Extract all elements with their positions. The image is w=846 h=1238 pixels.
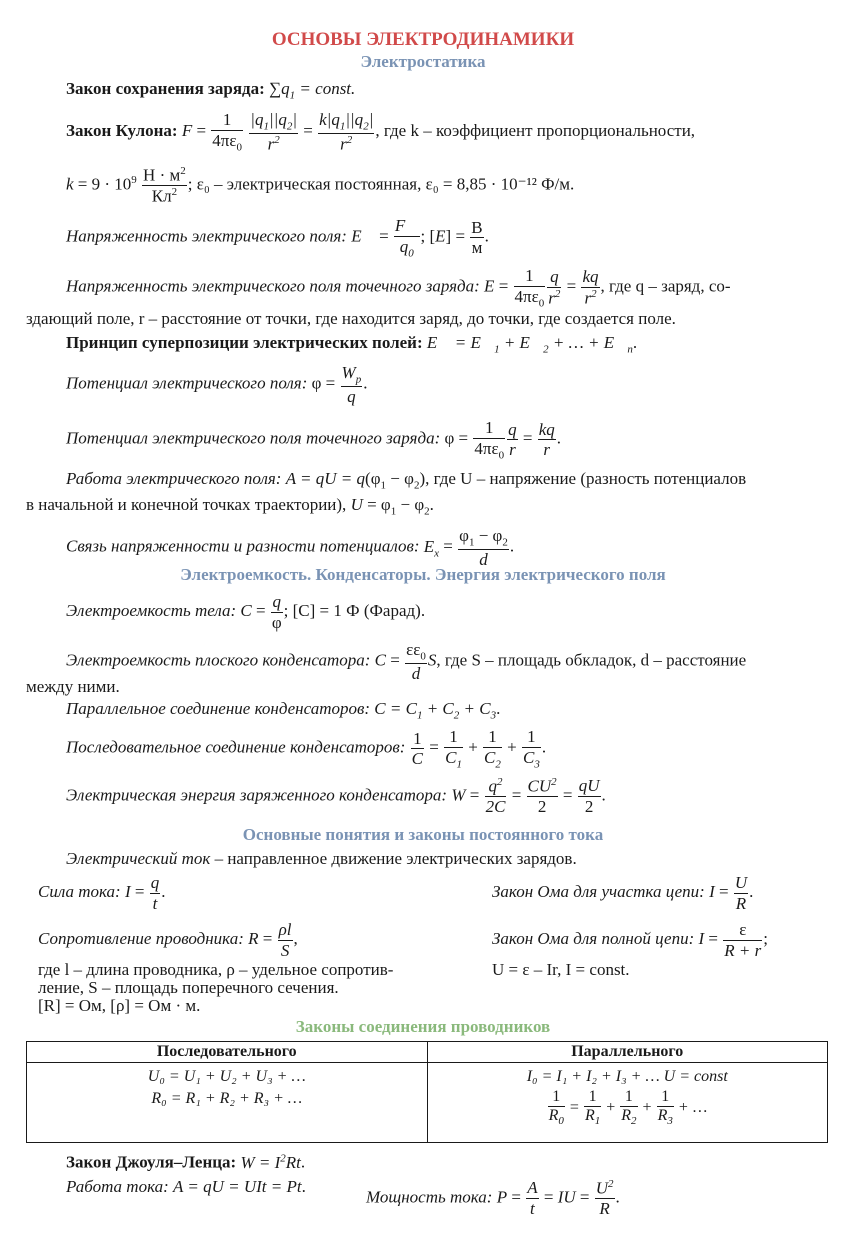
work-line: Работа электрического поля: A = qU = $q(\varphi_1 - \varphi_2)$, где U – напряжение (разность потенциалов	[66, 469, 747, 492]
parallel-cell	[427, 1063, 828, 1143]
charge-conservation-formula: $\sum q_1$ = const.	[269, 79, 356, 102]
current-def-line	[66, 850, 577, 869]
ohm-full-line: Закон Ома для полной цепи: I = $\frac{\varepsilon}{R + r}$ ;	[492, 920, 768, 960]
resistance-units: [R] = Ом, [ρ] = Ом · м.	[38, 996, 201, 1015]
work-label: Работа электрического поля:	[66, 469, 282, 488]
field-strength-line: Напряженность электрического поля: E⃗ = $\frac{F⃗}{q_0}$ ; [E] = В м .	[66, 216, 489, 259]
work-tail: , где U – напряжение (разность потенциалов	[425, 469, 747, 488]
plate-capacitor-label: Электроемкость плоского конденсатора:	[66, 650, 371, 670]
page-title: ОСНОВЫ ЭЛЕКТРОДИНАМИКИ	[271, 29, 575, 50]
work-cont-line: в начальной и конечной точках траектории), $U = \varphi_1 - \varphi_2$.	[26, 495, 434, 518]
parallel-caps-line: Параллельное соединение конденсаторов: $C = C_1 + C_2 + C_3$.	[66, 699, 501, 722]
current-def-tail: – направленное движение электрических зарядов.	[210, 849, 577, 868]
section-capacitance: Электроемкость. Конденсаторы. Энергия электрического поля	[180, 565, 666, 584]
current-def-label: Электрический ток	[66, 849, 211, 868]
section-dc: Основные понятия и законы постоянного тока	[242, 825, 604, 844]
series-resistance: R₀ = R₁ + R₂ + R₃ + …	[151, 1090, 303, 1107]
point-field-line: Напряженность электрического поля точечного заряда: E = $\frac{1}{4\pi\varepsilon_0}$ $\frac{q}{r^2}$ = $\frac{kq}{r^2}$ , где q – заряд, со-	[66, 266, 731, 309]
power-line: Мощность тока: P = $\frac{A}{t}$ = IU = $\frac{U^2}{R}$ .	[366, 1178, 620, 1219]
section-electrostatics: Электростатика	[360, 52, 486, 71]
potential-line: Потенциал электрического поля: φ = $\frac{W_p}{q}$ .	[66, 363, 368, 407]
work-cont: в начальной и конечной точках траектории),	[26, 495, 347, 514]
connections-table	[26, 1041, 828, 1143]
relation-label: Связь напряженности и разности потенциалов:	[66, 536, 420, 556]
resistance-note1: где l – длина проводника, ρ – удельное сопротив-	[38, 960, 394, 979]
resistance-label: Сопротивление проводника:	[38, 928, 244, 948]
coulomb-line: Закон Кулона: F = $\frac{1}{4\pi\varepsilon_0}$ $\frac{|q_1||q_2|}{r^2}$ = $\frac{k|q_1||q_2|}{r^2}$ , где k – коэффициент пропорциональности,	[66, 110, 696, 154]
energy-label: Электрическая энергия заряженного конденсатора:	[66, 785, 448, 805]
work-current-label: Работа тока:	[66, 1177, 169, 1196]
plate-capacitor-line: Электроемкость плоского конденсатора: C = $\frac{\varepsilon\varepsilon_0}{d}$ S, где S – площадь обкладок, d – расстояние	[66, 640, 747, 684]
table-header-parallel: Параллельного	[427, 1042, 828, 1063]
parallel-current: I₀ = I₁ + I₂ + I₃ + … U = const	[526, 1068, 728, 1085]
joule-label: Закон Джоуля–Ленца:	[66, 1152, 237, 1172]
resistance-note2: ление, S – площадь поперечного сечения.	[38, 978, 339, 997]
current-strength-line: Сила тока: I = $\frac{q}{t}$ .	[38, 873, 166, 913]
point-field-cont: здающий поле, r – расстояние от точки, где находится заряд, до точки, где создается поле.	[26, 309, 676, 328]
work-current-line: Работа тока: A = qU = UIt = Pt.	[66, 1177, 306, 1196]
table-header-series: Последовательного	[27, 1042, 428, 1063]
plate-capacitor-cont: между ними.	[26, 677, 120, 696]
relation-line: Связь напряженности и разности потенциалов: $E_x$ = $\frac{\varphi_1 - \varphi_2}{d}$ .	[66, 526, 515, 570]
coulomb-label: Закон Кулона:	[66, 121, 178, 141]
series-voltage: U₀ = U₁ + U₂ + U₃ + …	[147, 1068, 306, 1085]
charge-conservation-label: Закон сохранения заряда:	[66, 79, 265, 98]
series-caps-label: Последовательное соединение конденсаторов:	[66, 737, 406, 757]
field-strength-label: Напряженность электрического поля:	[66, 226, 347, 246]
joule-line: Закон Джоуля–Ленца: $W = I^2Rt$.	[66, 1152, 306, 1172]
superposition-label: Принцип суперпозиции электрических полей:	[66, 333, 423, 352]
ohm-segment-label: Закон Ома для участка цепи:	[492, 881, 705, 901]
parallel-caps-label: Параллельное соединение конденсаторов:	[66, 699, 371, 718]
plate-capacitor-tail: , где S – площадь обкладок, d – расстояние	[436, 650, 747, 670]
ohm-segment-line: Закон Ома для участка цепи: I = $\frac{U}{R}$ .	[492, 873, 754, 913]
series-caps-line: Последовательное соединение конденсаторов: $\frac{1}{C}$ = $\frac{1}{C_1}$ + $\frac{1}{C_2}$ + $\frac{1}{C_3}$ .	[66, 727, 547, 770]
superposition-line: Принцип суперпозиции электрических полей: E⃗ = $E⃗_1$ + $E⃗_2$ + … + $E⃗_n$.	[66, 333, 638, 356]
ohm-full-label: Закон Ома для полной цепи:	[492, 928, 695, 948]
coulomb-tail: , где k – коэффициент пропорциональности,	[375, 121, 696, 141]
eps0-text: ; ε₀ – электрическая постоянная, ε₀ = 8,85 · 10⁻¹² Ф/м.	[187, 174, 575, 194]
point-potential-line: Потенциал электрического поля точечного заряда: φ = $\frac{1}{4\pi\varepsilon_0}$ $\frac{q}{r}$ = $\frac{kq}{r}$ .	[66, 418, 562, 461]
section-connections: Законы соединения проводников	[295, 1017, 551, 1036]
emf-text: U = ε – Ir, I = const.	[492, 960, 630, 979]
resistance-line: Сопротивление проводника: R = $\frac{\rho l}{S}$ ,	[38, 920, 298, 960]
point-field-label: Напряженность электрического поля точечного заряда:	[66, 276, 480, 296]
point-potential-label: Потенциал электрического поля точечного заряда:	[66, 428, 441, 448]
k-constant-line: $k = 9 \cdot 10^9$ $Н \cdot м^2$ $Кл^2$ ; ε₀ – электрическая постоянная, ε₀ = 8,85 · 10⁻¹² Ф/м.	[66, 165, 575, 206]
parallel-resistance: $\frac{1}{R_0}$ = $\frac{1}{R_1}$ + $\frac{1}{R_2}$ + $\frac{1}{R_3}$ + …	[548, 1088, 708, 1128]
body-capacitance-label: Электроемкость тела:	[66, 600, 237, 620]
body-capacitance-line: Электроемкость тела: C = $\frac{q}{\varphi}$ ; [C] = 1 Ф (Фарад).	[66, 592, 426, 632]
series-cell	[27, 1063, 428, 1143]
energy-line: Электрическая энергия заряженного конденсатора: W = $\frac{q^2}{2C}$ = $\frac{CU^2}{2}$ = $\frac{qU}{2}$ .	[66, 776, 606, 817]
potential-label: Потенциал электрического поля:	[66, 373, 308, 393]
charge-conservation-line	[66, 80, 355, 101]
point-field-tail: , где q – заряд, со-	[600, 276, 731, 296]
current-strength-label: Сила тока:	[38, 881, 121, 901]
body-capacitance-tail: ; [C] = 1 Ф (Фарад).	[283, 600, 426, 620]
power-label: Мощность тока:	[366, 1187, 493, 1207]
